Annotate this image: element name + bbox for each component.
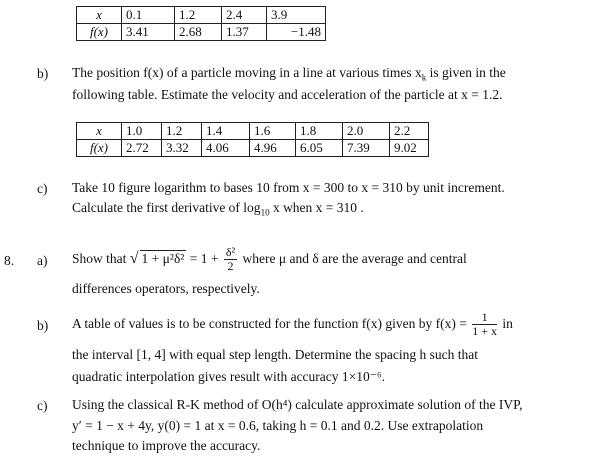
table-row [77, 123, 429, 140]
question-8-number: 8. [4, 253, 15, 268]
subscript-k: k [421, 72, 427, 83]
question-8c-label: c) [37, 398, 48, 413]
fraction-denominator: 2 [227, 259, 234, 274]
table-row [77, 7, 326, 24]
table-cell: 1.37 [222, 24, 267, 41]
fraction [472, 311, 497, 338]
table-cell: 3.41 [122, 24, 175, 41]
table-header-fx: f(x) [77, 140, 122, 157]
table-cell: 1.8 [296, 123, 343, 140]
question-7c-text: Calculate the first derivative of log [72, 200, 261, 215]
fraction-numerator: 1 [472, 311, 497, 325]
question-8b-label: b) [37, 318, 49, 333]
table-row [77, 140, 429, 157]
question-7c-line1: Take 10 figure logarithm to bases 10 from x = 300 to x = 310 by unit increment. [72, 180, 505, 195]
table-cell: 2.0 [343, 123, 390, 140]
table-cell: 3.32 [162, 140, 202, 157]
subscript-10: 10 [260, 207, 270, 218]
question-7b-line1 [72, 64, 506, 87]
question-7b-text-end: is given in the [429, 65, 506, 80]
question-7c-line2 [72, 199, 364, 222]
question-8a-line2: differences operators, respectively. [72, 281, 260, 296]
table-cell: 9.02 [390, 140, 429, 157]
table-cell: 2.4 [222, 7, 267, 24]
table-cell: 0.1 [122, 7, 175, 24]
fraction-denominator: 1 + x [472, 324, 498, 339]
table-header-x: x [77, 123, 122, 140]
question-7c-text-end: x when x = 310 . [272, 200, 364, 215]
question-8b-text-end: in [502, 316, 513, 331]
table-cell: 2.72 [122, 140, 162, 157]
table-cell: 1.0 [122, 123, 162, 140]
table-cell: 6.05 [296, 140, 343, 157]
table-row [77, 24, 326, 41]
question-8b-line3: quadratic interpolation gives result with accuracy 1×10⁻⁶. [72, 369, 385, 384]
question-8c-line2: y′ = 1 − x + 4y, y(0) = 1 at x = 0.6, taking h = 0.1 and 0.2. Use extrapolation [72, 418, 484, 433]
question-8b-line1 [72, 309, 513, 339]
question-8a-line1 [72, 244, 467, 274]
value-table-2 [76, 122, 429, 157]
equals-text: = 1 + [189, 251, 219, 266]
question-8b-text: A table of values is to be constructed for the function f(x) given by f(x) = [72, 316, 467, 331]
table-cell: 1.6 [250, 123, 296, 140]
table-header-fx: f(x) [77, 24, 122, 41]
question-8c-line3: technique to improve the accuracy. [72, 438, 261, 453]
question-8a-label: a) [37, 253, 48, 268]
value-table-1 [76, 6, 326, 41]
question-8b-line2: the interval [1, 4] with equal step length. Determine the spacing h such that [72, 347, 479, 362]
table-cell: 3.9 [267, 7, 326, 24]
fraction-numerator: δ² [225, 245, 236, 260]
question-7b-text: The position f(x) of a particle moving in a line at various times x [72, 65, 422, 80]
question-8a-post: where μ and δ are the average and central [242, 251, 467, 266]
question-7b-label: b) [37, 66, 49, 81]
table-header-x: x [77, 7, 122, 24]
question-7b-line2: following table. Estimate the velocity and acceleration of the particle at x = 1.2. [72, 87, 503, 102]
sqrt-sign: √ [129, 250, 139, 267]
table-cell: 4.96 [250, 140, 296, 157]
table-cell: 2.68 [175, 24, 222, 41]
question-7c-label: c) [37, 181, 48, 196]
table-cell: 1.4 [202, 123, 250, 140]
question-8a-text: Show that [72, 251, 127, 266]
table-cell: 2.2 [390, 123, 429, 140]
sqrt-radicand: 1 + μ²δ² [141, 251, 185, 266]
fraction [224, 246, 237, 273]
table-cell: 4.06 [202, 140, 250, 157]
question-8c-line1: Using the classical R-K method of O(h⁴) calculate approximate solution of the IVP, [72, 397, 523, 412]
table-cell: −1.48 [267, 24, 326, 41]
table-cell: 7.39 [343, 140, 390, 157]
table-cell: 1.2 [162, 123, 202, 140]
table-cell: 1.2 [175, 7, 222, 24]
